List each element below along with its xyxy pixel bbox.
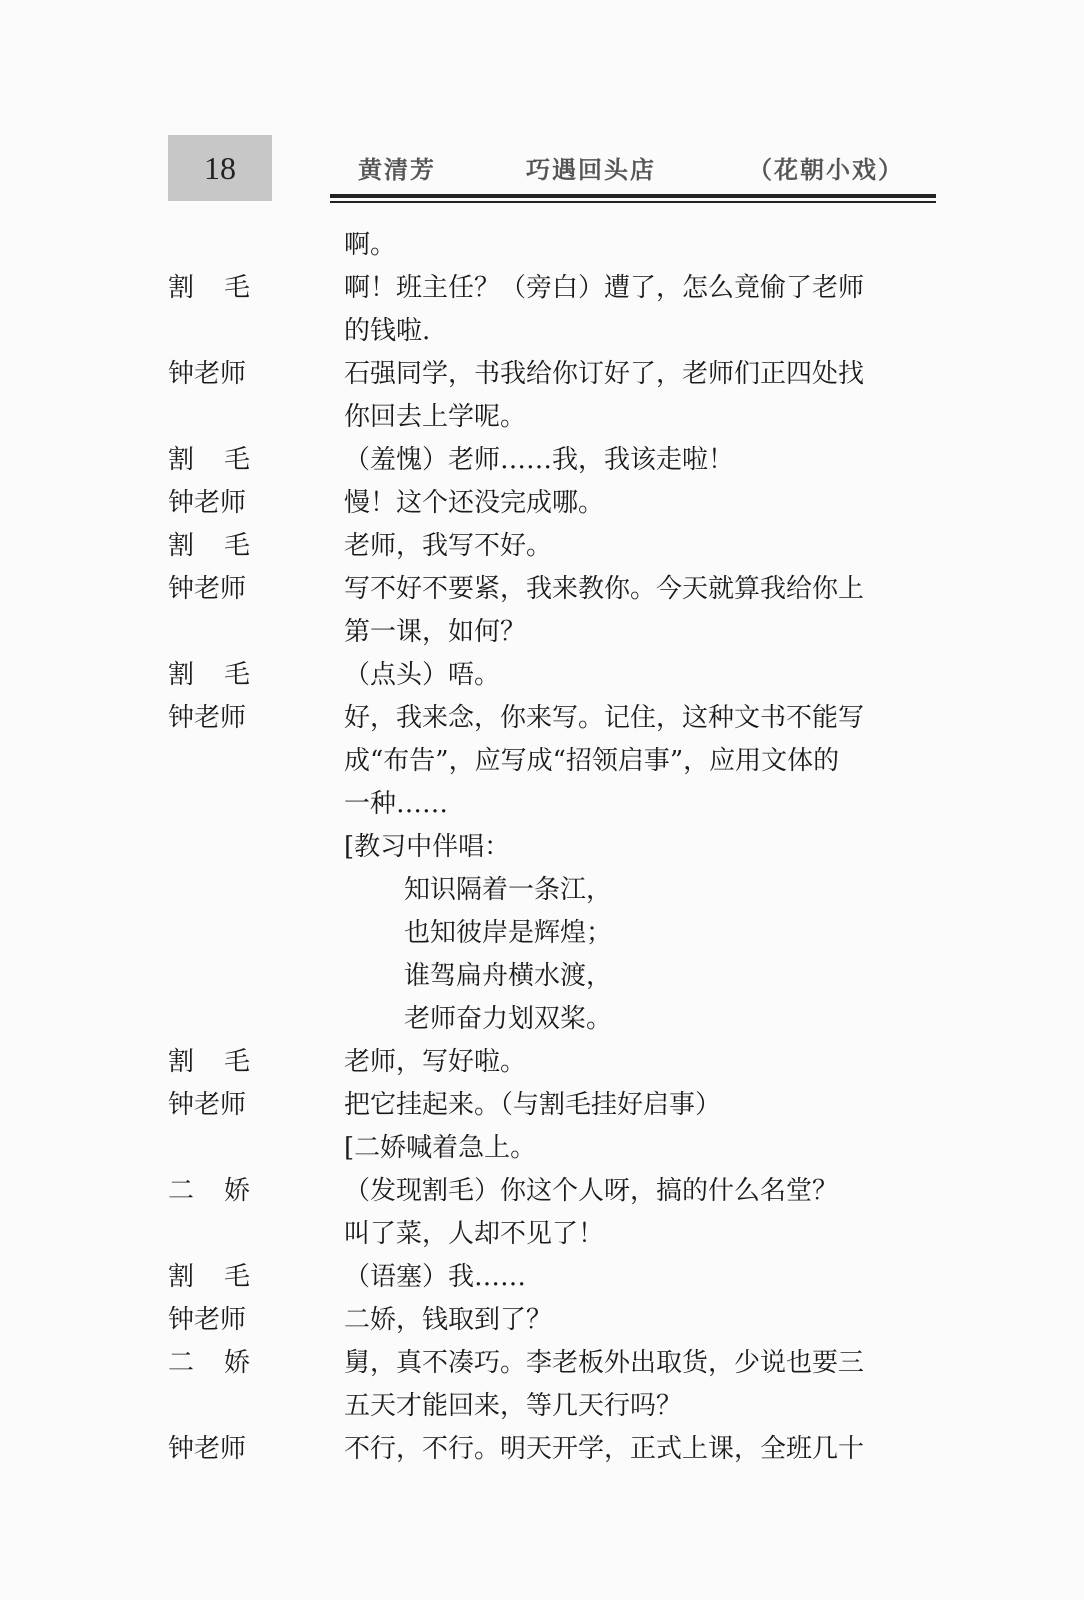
dialogue-line (168, 1127, 948, 1170)
header-genre: （花朝小戏） (748, 156, 904, 184)
verse-line (168, 869, 948, 912)
dialogue-line (168, 439, 948, 482)
speaker-name: 钟老师 (168, 1305, 247, 1335)
page-number: 18 (168, 135, 272, 201)
dialogue-text: 慢！这个还没完成哪。 (344, 488, 605, 518)
dialogue-line (168, 1213, 948, 1256)
speaker-name: 二娇 (168, 1176, 281, 1206)
dialogue-text: 石强同学，书我给你订好了，老师们正四处找 (344, 359, 865, 389)
dialogue-line (168, 654, 948, 697)
verse-line (168, 912, 948, 955)
dialogue-text: 叫了菜，人却不见了！ (344, 1219, 605, 1249)
dialogue-line (168, 1299, 948, 1342)
dialogue-text: 舅，真不凑巧。李老板外出取货，少说也要三 (344, 1348, 865, 1378)
speaker-name: 钟老师 (168, 574, 247, 604)
dialogue-line (168, 568, 948, 611)
dialogue-line (168, 1170, 948, 1213)
header-author: 黄清芳 (358, 156, 436, 184)
dialogue-line (168, 826, 948, 869)
dialogue-text: 不行，不行。明天开学，正式上课，全班几十 (344, 1434, 865, 1464)
dialogue-text: [二娇喊着急上。 (344, 1133, 537, 1163)
verse-text: 知识隔着一条江， (404, 875, 613, 905)
dialogue-line (168, 396, 948, 439)
speaker-name: 割毛 (168, 660, 281, 690)
dialogue-line (168, 353, 948, 396)
dialogue-line (168, 1256, 948, 1299)
dialogue-line (168, 482, 948, 525)
dialogue-line (168, 525, 948, 568)
speaker-name: 钟老师 (168, 359, 247, 389)
speaker-name: 钟老师 (168, 488, 247, 518)
speaker-name: 钟老师 (168, 1090, 247, 1120)
dialogue-text: 二娇，钱取到了？ (344, 1305, 553, 1335)
script-body (168, 224, 948, 1471)
verse-text: 老师奋力划双桨。 (404, 1004, 613, 1034)
dialogue-text: 把它挂起来。（与割毛挂好启事） (344, 1090, 722, 1120)
speaker-name: 钟老师 (168, 703, 247, 733)
speaker-name: 二娇 (168, 1348, 281, 1378)
dialogue-line (168, 1428, 948, 1471)
dialogue-line (168, 1385, 948, 1428)
dialogue-text: 老师，我写不好。 (344, 531, 553, 561)
dialogue-text: （语塞）我…… (344, 1262, 527, 1292)
dialogue-text: 第一课，如何？ (344, 617, 527, 647)
header-rule-thick (330, 194, 936, 198)
dialogue-text: 的钱啦. (344, 316, 431, 346)
dialogue-text: 啊。 (344, 230, 397, 260)
header-rule-thin (330, 201, 936, 203)
dialogue-line (168, 1084, 948, 1127)
dialogue-line (168, 697, 948, 740)
dialogue-text: 一种…… (344, 789, 449, 819)
verse-line (168, 955, 948, 998)
speaker-name: 割毛 (168, 273, 281, 303)
dialogue-text: 好，我来念，你来写。记住，这种文书不能写 (344, 703, 865, 733)
dialogue-text: 写不好不要紧，我来教你。今天就算我给你上 (344, 574, 865, 604)
dialogue-line (168, 783, 948, 826)
header-title: 巧遇回头店 (526, 156, 656, 184)
dialogue-line (168, 1041, 948, 1084)
verse-text: 谁驾扁舟横水渡， (404, 961, 613, 991)
dialogue-line (168, 611, 948, 654)
dialogue-text: 你回去上学呢。 (344, 402, 527, 432)
verse-text: 也知彼岸是辉煌； (404, 918, 613, 948)
dialogue-line (168, 224, 948, 267)
speaker-name: 割毛 (168, 445, 281, 475)
verse-line (168, 998, 948, 1041)
running-header (330, 146, 936, 186)
dialogue-text: 成“布告”，应写成“招领启事”，应用文体的 (344, 746, 840, 776)
speaker-name: 割毛 (168, 1047, 281, 1077)
speaker-name: 钟老师 (168, 1434, 247, 1464)
dialogue-text: （羞愧）老师……我，我该走啦！ (344, 445, 735, 475)
dialogue-text: （发现割毛）你这个人呀，搞的什么名堂？ (344, 1176, 839, 1206)
speaker-name: 割毛 (168, 1262, 281, 1292)
speaker-name: 割毛 (168, 531, 281, 561)
dialogue-line (168, 1342, 948, 1385)
dialogue-text: [教习中伴唱： (344, 832, 511, 862)
dialogue-text: （点头）唔。 (344, 660, 501, 690)
dialogue-line (168, 740, 948, 783)
dialogue-line (168, 310, 948, 353)
dialogue-text: 老师，写好啦。 (344, 1047, 527, 1077)
dialogue-text: 五天才能回来，等几天行吗？ (344, 1391, 683, 1421)
dialogue-text: 啊！班主任？（旁白）遭了，怎么竟偷了老师 (344, 273, 865, 303)
dialogue-line (168, 267, 948, 310)
